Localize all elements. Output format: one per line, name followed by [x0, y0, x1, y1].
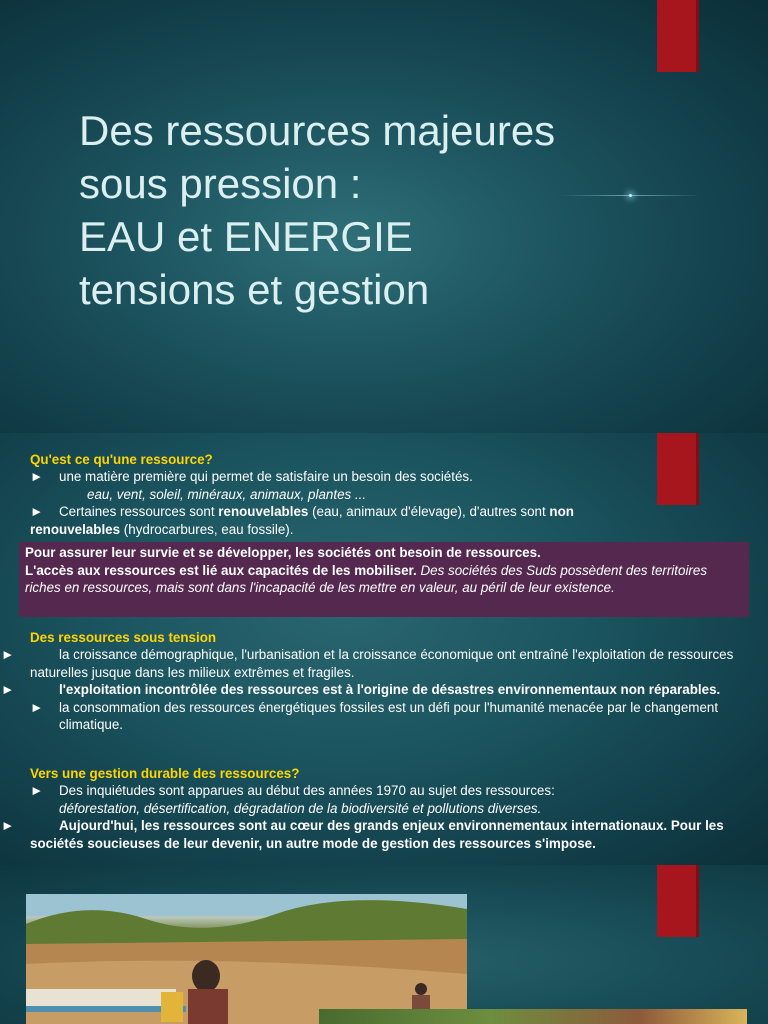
bullet-item — [30, 468, 750, 485]
bullet-text: une matière première qui permet de satisfaire un besoin des sociétés. — [59, 469, 473, 485]
bullet-arrow-icon: ► — [30, 469, 44, 485]
box-line-1: Pour assurer leur survie et se développer, les sociétés ont besoin de ressources. — [25, 545, 541, 560]
bullet-text: Des inquiétudes sont apparues au début des années 1970 au sujet des ressources: — [59, 783, 555, 799]
bullet-arrow-icon: ► — [30, 783, 44, 799]
dry-riverbed-photo — [26, 894, 467, 1024]
bold-term: renouvelables — [30, 521, 121, 537]
bullet-arrow-icon: ► — [30, 504, 44, 520]
slide-title-text — [79, 104, 679, 316]
bullet-item — [1, 646, 750, 681]
section-sustainable-management — [1, 765, 750, 852]
section-heading: Qu'est ce qu'une ressource? — [30, 452, 213, 467]
bullet-arrow-icon: ► — [1, 682, 15, 698]
bullet-continuation — [30, 521, 750, 538]
box-italic-text: Des sociétés des Suds possèdent des territoires riches en ressources, mais sont dans l'incapacité de les mettre en valeur, au péril de leur existence. — [25, 562, 708, 596]
section-heading: Vers une gestion durable des ressources? — [30, 766, 300, 781]
bullet-item — [30, 503, 750, 520]
section-what-is-resource — [30, 451, 750, 538]
red-accent-tab — [657, 865, 699, 937]
bullet-text: la consommation des ressources énergétiques fossiles est un défi pour l'humanité menacée par le changement climatique. — [59, 699, 719, 733]
red-accent-tab — [657, 0, 699, 72]
bullet-arrow-icon: ► — [1, 818, 15, 834]
bullet-continuation: déforestation, désertification, dégradation de la biodiversité et pollutions diverses. — [59, 800, 542, 816]
examples-text: eau, vent, soleil, minéraux, animaux, plantes ... — [87, 486, 367, 502]
bullet-text: Aujourd'hui, les ressources sont au cœur des grands enjeux environnementaux internationaux. Pour les sociétés soucieuses de leur devenir, un autre mode de gestion des ressources s'impose. — [30, 818, 724, 851]
box-paragraph — [25, 562, 743, 597]
slide-photos — [0, 865, 768, 1024]
bullet-text: la croissance démographique, l'urbanisation et la croissance économique ont entraîné l'exploitation de ressources naturelles jusque dans les milieux extrêmes et fragiles. — [30, 647, 734, 680]
bullet-text: Certaines ressources sont — [59, 504, 219, 520]
photo-illustration — [26, 894, 467, 1024]
title-line-3: EAU et ENERGIE — [79, 213, 413, 260]
bullet-item — [1, 681, 750, 698]
slide-content — [0, 433, 768, 865]
title-line-1: Des ressources majeures — [79, 107, 556, 154]
bullet-arrow-icon: ► — [30, 699, 44, 715]
second-photo-strip — [319, 1009, 747, 1024]
box-bold-text: L'accès aux ressources est lié aux capacités de les mobiliser. — [25, 562, 417, 578]
bullet-text: (hydrocarbures, eau fossile). — [120, 521, 294, 537]
title-line-2: sous pression : — [79, 160, 362, 207]
bullet-item — [30, 699, 750, 734]
bullet-item — [30, 782, 750, 799]
bold-term: non — [549, 504, 574, 520]
bullet-item — [1, 817, 750, 852]
bullet-arrow-icon: ► — [1, 647, 15, 663]
bullet-text: (eau, animaux d'élevage), d'autres sont — [308, 504, 550, 520]
section-heading: Des ressources sous tension — [30, 630, 217, 645]
section-under-tension — [1, 629, 750, 733]
slide-title — [0, 0, 768, 433]
bullet-text: l'exploitation incontrôlée des ressources est à l'origine de désastres environnementaux non réparables. — [59, 682, 721, 698]
bold-term: renouvelables — [218, 504, 309, 520]
highlight-box — [19, 542, 749, 617]
title-line-4: tensions et gestion — [79, 266, 430, 313]
